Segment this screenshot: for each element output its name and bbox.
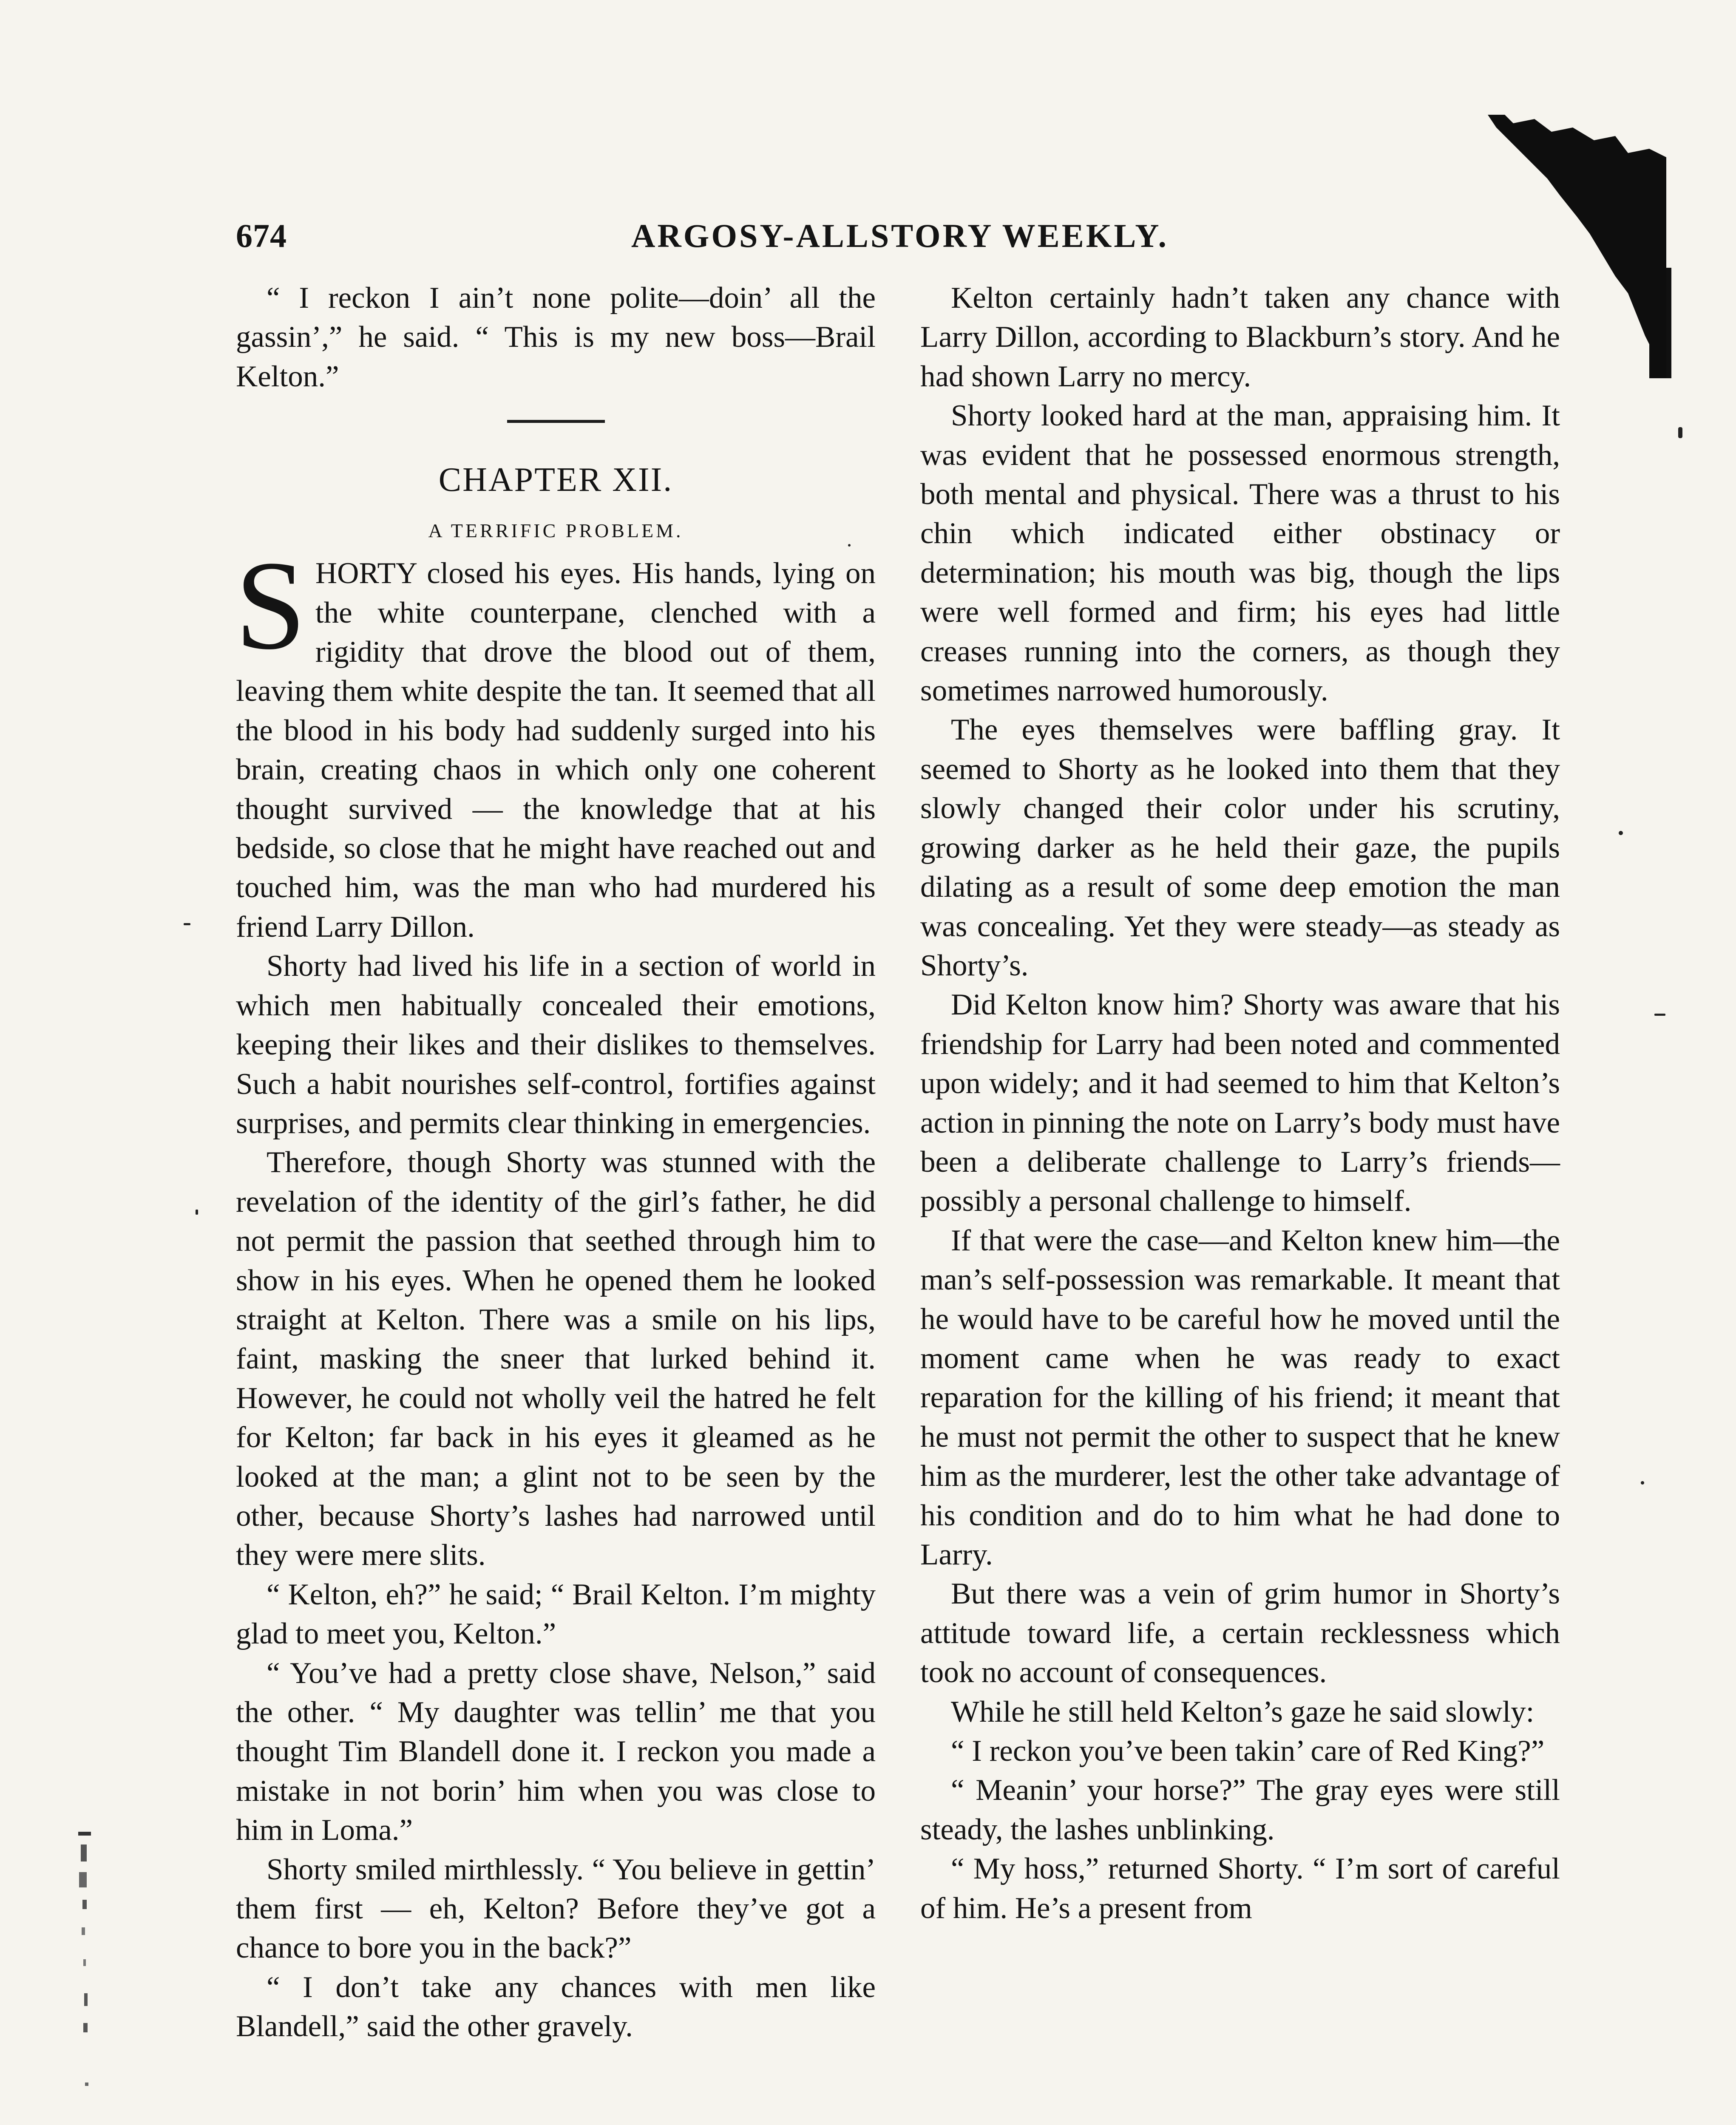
paragraph: If that were the case—and Kelton knew him—the man’s self-possession was remarkable. It meant that he would have to be careful how he moved until the moment came when he was ready to exact reparation for the killing of his friend; it meant that he must not permit the other to suspect that he knew him as the murderer, lest the other take advantage of his condition and do to him what he had done to Larry. (920, 1224, 1560, 1571)
paragraph: “ You’ve had a pretty close shave, Nelson,” said the other. “ My daughter was tellin’ me that you thought Tim Blandell done it. I reckon you made a mistake in not borin’ him when you was close to him in Loma.” (236, 1656, 876, 1847)
running-header (236, 217, 1575, 264)
scan-speck (196, 1210, 198, 1215)
paragraph: “ Kelton, eh?” he said; “ Brail Kelton. I’m mighty glad to meet you, Kelton.” (236, 1578, 876, 1651)
right-column (920, 278, 1560, 1928)
chapter-subtitle: A TERRIFIC PROBLEM. (428, 520, 684, 542)
paragraph: Did Kelton know him? Shorty was aware that his friendship for Larry had been noted and commented upon widely; and it had seemed to him that Kelton’s action in pinning the note on Larry’s body must have been a deliberate challenge to Larry’s friends—possibly a personal challenge to himself. (920, 988, 1560, 1218)
paragraph: “ I don’t take any chances with men like Blandell,” said the other gravely. (236, 1970, 876, 2043)
paragraph: While he still held Kelton’s gaze he said slowly: (951, 1695, 1535, 1728)
paragraph: Therefore, though Shorty was stunned with the revelation of the identity of the girl’s father, he did not permit the passion that seethed through him to show in his eyes. When he opened them he looked straight at Kelton. There was a smile on his lips, faint, masking the sneer that lurked behind it. However, he could not wholly veil the hatred he felt for Kelton; far back in his eyes it gleamed as he looked at the man; a glint not to be seen by the other, because Shorty’s lashes had narrowed until they were mere slits. (236, 1146, 876, 1572)
scan-speck (184, 923, 190, 925)
paragraph-text: HORTY closed his eyes. His hands, lying on the white counterpane, clenched with a rigidity that drove the blood out of them, leaving them white despite the tan. It seemed that all the blood in his body had suddenly surged into his brain, creating chaos in which only one coherent thought survived — the knowledge that at his bedside, so close that he might have reached out and touched him, was the man who had murdered his friend Larry Dillon. (236, 557, 876, 944)
paragraph: “ I reckon you’ve been takin’ care of Red King?” (951, 1734, 1545, 1768)
left-column (236, 278, 876, 2046)
paragraph: Shorty had lived his life in a section of world in which men habitually concealed their emotions, keeping their likes and their dislikes to themselves. Such a habit nourishes self-control, fortifies against surprises, and permits clear thinking in emergencies. (236, 949, 876, 1140)
scan-gutter-marks (73, 1832, 96, 2095)
paragraph: “ My hoss,” returned Shorty. “ I’m sort of careful of him. He’s a present from (920, 1852, 1560, 1925)
paragraph: Kelton certainly hadn’t taken any chance with Larry Dillon, according to Blackburn’s story. And he had shown Larry no mercy. (920, 281, 1560, 393)
scan-speck (1619, 831, 1623, 835)
page-number: 674 (236, 217, 287, 254)
paragraph: But there was a vein of grim humor in Shorty’s attitude toward life, a certain recklessness which took no account of consequences. (920, 1577, 1560, 1689)
section-rule (507, 420, 605, 423)
chapter-heading: CHAPTER XII. (438, 461, 673, 499)
paragraph: Shorty looked hard at the man, appraising him. It was evident that he possessed enormous strength, both mental and physical. There was a thrust to his chin which indicated either obstinacy or determination; his mouth was big, though the lips were well formed and firm; his eyes had little creases running into the corners, as though they sometimes narrowed humorously. (920, 399, 1560, 708)
paragraph: The eyes themselves were baffling gray. It seemed to Shorty as he looked into them that they slowly changed their color under his scrutiny, growing darker as he held their gaze, the pupils dilating as a result of some deep emotion the man was concealing. Yet they were steady—as steady as Shorty’s. (920, 713, 1560, 982)
paragraph-drop-cap (235, 535, 876, 946)
drop-cap-letter: S (235, 535, 306, 676)
scan-speck (1641, 1481, 1644, 1485)
paragraph: Shorty smiled mirthlessly. “ You believe in gettin’ them first — eh, Kelton? Before they’ve got a chance to bore you in the back?” (236, 1853, 876, 1965)
paragraph: “ I reckon I ain’t none polite—doin’ all the gassin’,” he said. “ This is my new boss—Brail Kelton.” (236, 281, 876, 393)
scan-edge-line (1666, 268, 1671, 378)
scan-speck (1678, 427, 1682, 438)
scan-speck (1654, 1014, 1665, 1016)
magazine-title: ARGOSY-ALLSTORY WEEKLY. (631, 217, 1169, 254)
paragraph: “ Meanin’ your horse?” The gray eyes were still steady, the lashes unblinking. (920, 1774, 1560, 1846)
